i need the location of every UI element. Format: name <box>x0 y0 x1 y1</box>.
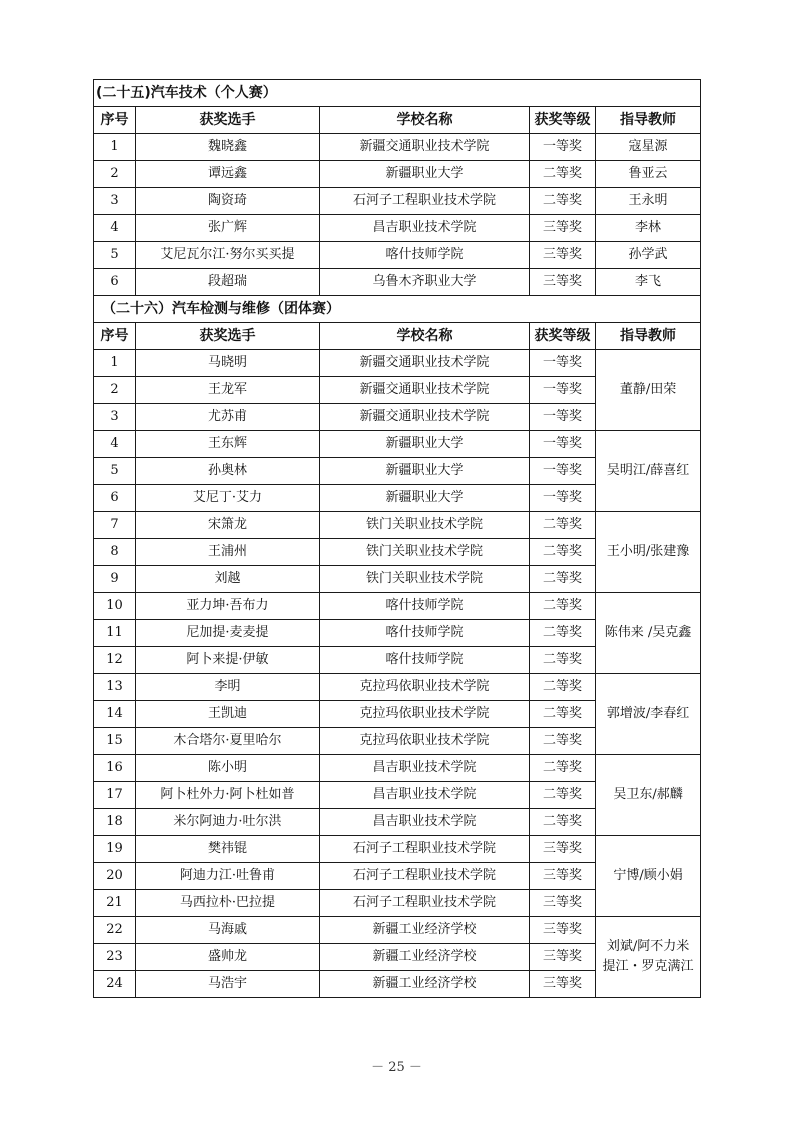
section-title: (二十五)汽车技术（个人赛） <box>94 80 701 107</box>
table-row <box>94 161 701 188</box>
cell-award: 二等奖 <box>530 593 596 620</box>
header-winner: 获奖选手 <box>136 107 320 134</box>
cell-winner: 阿卜来提·伊敏 <box>136 647 320 674</box>
cell-award: 二等奖 <box>530 809 596 836</box>
cell-winner: 刘越 <box>136 566 320 593</box>
cell-teacher: 王永明 <box>596 188 701 215</box>
table-row <box>94 755 701 782</box>
cell-winner: 谭远鑫 <box>136 161 320 188</box>
cell-index: 2 <box>94 377 136 404</box>
header-school: 学校名称 <box>320 107 530 134</box>
header-award: 获奖等级 <box>530 107 596 134</box>
table-row <box>94 593 701 620</box>
table-row <box>94 431 701 458</box>
cell-school: 新疆职业大学 <box>320 458 530 485</box>
header-award: 获奖等级 <box>530 323 596 350</box>
cell-award: 一等奖 <box>530 134 596 161</box>
cell-winner: 艾尼丁·艾力 <box>136 485 320 512</box>
cell-teacher-group: 宁博/顾小娟 <box>596 836 701 917</box>
cell-teacher: 鲁亚云 <box>596 161 701 188</box>
header-row <box>94 323 701 350</box>
cell-award: 二等奖 <box>530 566 596 593</box>
cell-winner: 米尔阿迪力·吐尔洪 <box>136 809 320 836</box>
header-row <box>94 107 701 134</box>
cell-school: 铁门关职业技术学院 <box>320 566 530 593</box>
cell-index: 21 <box>94 890 136 917</box>
table-row <box>94 215 701 242</box>
cell-award: 三等奖 <box>530 863 596 890</box>
cell-school: 新疆交通职业技术学院 <box>320 134 530 161</box>
cell-index: 19 <box>94 836 136 863</box>
cell-award: 二等奖 <box>530 647 596 674</box>
cell-school: 新疆职业大学 <box>320 485 530 512</box>
table-row <box>94 917 701 944</box>
cell-school: 克拉玛依职业技术学院 <box>320 701 530 728</box>
cell-index: 20 <box>94 863 136 890</box>
cell-index: 15 <box>94 728 136 755</box>
cell-award: 一等奖 <box>530 404 596 431</box>
cell-index: 1 <box>94 134 136 161</box>
cell-winner: 尼加提·麦麦提 <box>136 620 320 647</box>
cell-winner: 阿迪力江·吐鲁甫 <box>136 863 320 890</box>
cell-winner: 马晓明 <box>136 350 320 377</box>
cell-school: 昌吉职业技术学院 <box>320 755 530 782</box>
cell-award: 三等奖 <box>530 215 596 242</box>
cell-award: 二等奖 <box>530 620 596 647</box>
cell-award: 二等奖 <box>530 674 596 701</box>
cell-school: 新疆工业经济学校 <box>320 917 530 944</box>
cell-index: 24 <box>94 971 136 998</box>
cell-winner: 陶资琦 <box>136 188 320 215</box>
cell-winner: 艾尼瓦尔江·努尔买买提 <box>136 242 320 269</box>
cell-index: 23 <box>94 944 136 971</box>
cell-index: 6 <box>94 485 136 512</box>
cell-award: 二等奖 <box>530 188 596 215</box>
cell-school: 石河子工程职业技术学院 <box>320 890 530 917</box>
cell-award: 三等奖 <box>530 971 596 998</box>
cell-teacher: 李林 <box>596 215 701 242</box>
cell-index: 13 <box>94 674 136 701</box>
header-school: 学校名称 <box>320 323 530 350</box>
header-index: 序号 <box>94 107 136 134</box>
cell-school: 新疆交通职业技术学院 <box>320 404 530 431</box>
cell-index: 6 <box>94 269 136 296</box>
cell-winner: 王浦州 <box>136 539 320 566</box>
cell-school: 喀什技师学院 <box>320 620 530 647</box>
cell-index: 4 <box>94 431 136 458</box>
cell-school: 喀什技师学院 <box>320 242 530 269</box>
awards-table <box>93 79 701 998</box>
cell-winner: 马西拉朴·巴拉提 <box>136 890 320 917</box>
cell-award: 二等奖 <box>530 728 596 755</box>
cell-index: 4 <box>94 215 136 242</box>
cell-school: 石河子工程职业技术学院 <box>320 863 530 890</box>
cell-teacher-group: 吴卫东/郝麟 <box>596 755 701 836</box>
cell-index: 5 <box>94 458 136 485</box>
cell-winner: 段超瑞 <box>136 269 320 296</box>
cell-school: 铁门关职业技术学院 <box>320 512 530 539</box>
cell-index: 1 <box>94 350 136 377</box>
cell-school: 乌鲁木齐职业大学 <box>320 269 530 296</box>
cell-winner: 陈小明 <box>136 755 320 782</box>
cell-school: 喀什技师学院 <box>320 647 530 674</box>
cell-index: 16 <box>94 755 136 782</box>
cell-award: 三等奖 <box>530 944 596 971</box>
cell-school: 昌吉职业技术学院 <box>320 782 530 809</box>
cell-index: 9 <box>94 566 136 593</box>
cell-winner: 王东辉 <box>136 431 320 458</box>
cell-award: 一等奖 <box>530 458 596 485</box>
cell-index: 7 <box>94 512 136 539</box>
cell-award: 二等奖 <box>530 539 596 566</box>
cell-index: 22 <box>94 917 136 944</box>
cell-teacher-group: 刘斌/阿不力米提江・罗克满江 <box>596 917 701 998</box>
cell-winner: 尤苏甫 <box>136 404 320 431</box>
table-row <box>94 512 701 539</box>
cell-school: 石河子工程职业技术学院 <box>320 836 530 863</box>
cell-index: 3 <box>94 188 136 215</box>
cell-winner: 盛帅龙 <box>136 944 320 971</box>
cell-award: 三等奖 <box>530 917 596 944</box>
cell-award: 二等奖 <box>530 161 596 188</box>
cell-teacher: 孙学武 <box>596 242 701 269</box>
cell-award: 三等奖 <box>530 269 596 296</box>
cell-award: 二等奖 <box>530 782 596 809</box>
cell-index: 2 <box>94 161 136 188</box>
cell-award: 二等奖 <box>530 701 596 728</box>
cell-award: 一等奖 <box>530 350 596 377</box>
cell-award: 三等奖 <box>530 836 596 863</box>
page-number: － 25 － <box>371 1060 422 1075</box>
cell-school: 喀什技师学院 <box>320 593 530 620</box>
cell-teacher-group: 陈伟来 /吴克鑫 <box>596 593 701 674</box>
cell-award: 三等奖 <box>530 242 596 269</box>
cell-winner: 王龙军 <box>136 377 320 404</box>
cell-winner: 阿卜杜外力·阿卜杜如普 <box>136 782 320 809</box>
cell-winner: 宋箫龙 <box>136 512 320 539</box>
cell-winner: 樊祎锟 <box>136 836 320 863</box>
cell-school: 新疆交通职业技术学院 <box>320 377 530 404</box>
table-row <box>94 134 701 161</box>
cell-award: 三等奖 <box>530 890 596 917</box>
cell-index: 17 <box>94 782 136 809</box>
cell-teacher: 李飞 <box>596 269 701 296</box>
cell-winner: 王凯迪 <box>136 701 320 728</box>
cell-school: 新疆交通职业技术学院 <box>320 350 530 377</box>
cell-index: 18 <box>94 809 136 836</box>
cell-index: 14 <box>94 701 136 728</box>
header-index: 序号 <box>94 323 136 350</box>
cell-index: 10 <box>94 593 136 620</box>
cell-winner: 马海戚 <box>136 917 320 944</box>
cell-school: 新疆工业经济学校 <box>320 944 530 971</box>
table-row <box>94 674 701 701</box>
header-winner: 获奖选手 <box>136 323 320 350</box>
cell-teacher: 寇星源 <box>596 134 701 161</box>
cell-index: 5 <box>94 242 136 269</box>
cell-teacher-group: 王小明/张建豫 <box>596 512 701 593</box>
cell-school: 铁门关职业技术学院 <box>320 539 530 566</box>
cell-school: 石河子工程职业技术学院 <box>320 188 530 215</box>
cell-school: 新疆职业大学 <box>320 161 530 188</box>
section-title: （二十六）汽车检测与维修（团体赛） <box>94 296 701 323</box>
cell-index: 8 <box>94 539 136 566</box>
document-page <box>93 79 700 998</box>
cell-school: 新疆职业大学 <box>320 431 530 458</box>
cell-school: 昌吉职业技术学院 <box>320 809 530 836</box>
cell-award: 二等奖 <box>530 512 596 539</box>
cell-teacher-group: 郭增波/李春红 <box>596 674 701 755</box>
cell-index: 11 <box>94 620 136 647</box>
header-teacher: 指导教师 <box>596 107 701 134</box>
cell-school: 克拉玛依职业技术学院 <box>320 728 530 755</box>
cell-winner: 马浩宇 <box>136 971 320 998</box>
cell-award: 一等奖 <box>530 485 596 512</box>
table-row <box>94 269 701 296</box>
table-row <box>94 242 701 269</box>
section-title-row <box>94 296 701 323</box>
cell-award: 一等奖 <box>530 431 596 458</box>
section-title-row <box>94 80 701 107</box>
cell-winner: 张广辉 <box>136 215 320 242</box>
cell-teacher-group: 吴明江/薛喜红 <box>596 431 701 512</box>
cell-index: 3 <box>94 404 136 431</box>
cell-winner: 李明 <box>136 674 320 701</box>
header-teacher: 指导教师 <box>596 323 701 350</box>
table-row <box>94 188 701 215</box>
cell-award: 二等奖 <box>530 755 596 782</box>
cell-winner: 魏晓鑫 <box>136 134 320 161</box>
cell-winner: 亚力坤·吾布力 <box>136 593 320 620</box>
table-row <box>94 350 701 377</box>
cell-award: 一等奖 <box>530 377 596 404</box>
table-row <box>94 836 701 863</box>
cell-school: 克拉玛依职业技术学院 <box>320 674 530 701</box>
cell-school: 昌吉职业技术学院 <box>320 215 530 242</box>
cell-winner: 木合塔尔·夏里哈尔 <box>136 728 320 755</box>
cell-teacher-group: 董静/田荣 <box>596 350 701 431</box>
cell-winner: 孙奥林 <box>136 458 320 485</box>
cell-school: 新疆工业经济学校 <box>320 971 530 998</box>
cell-index: 12 <box>94 647 136 674</box>
